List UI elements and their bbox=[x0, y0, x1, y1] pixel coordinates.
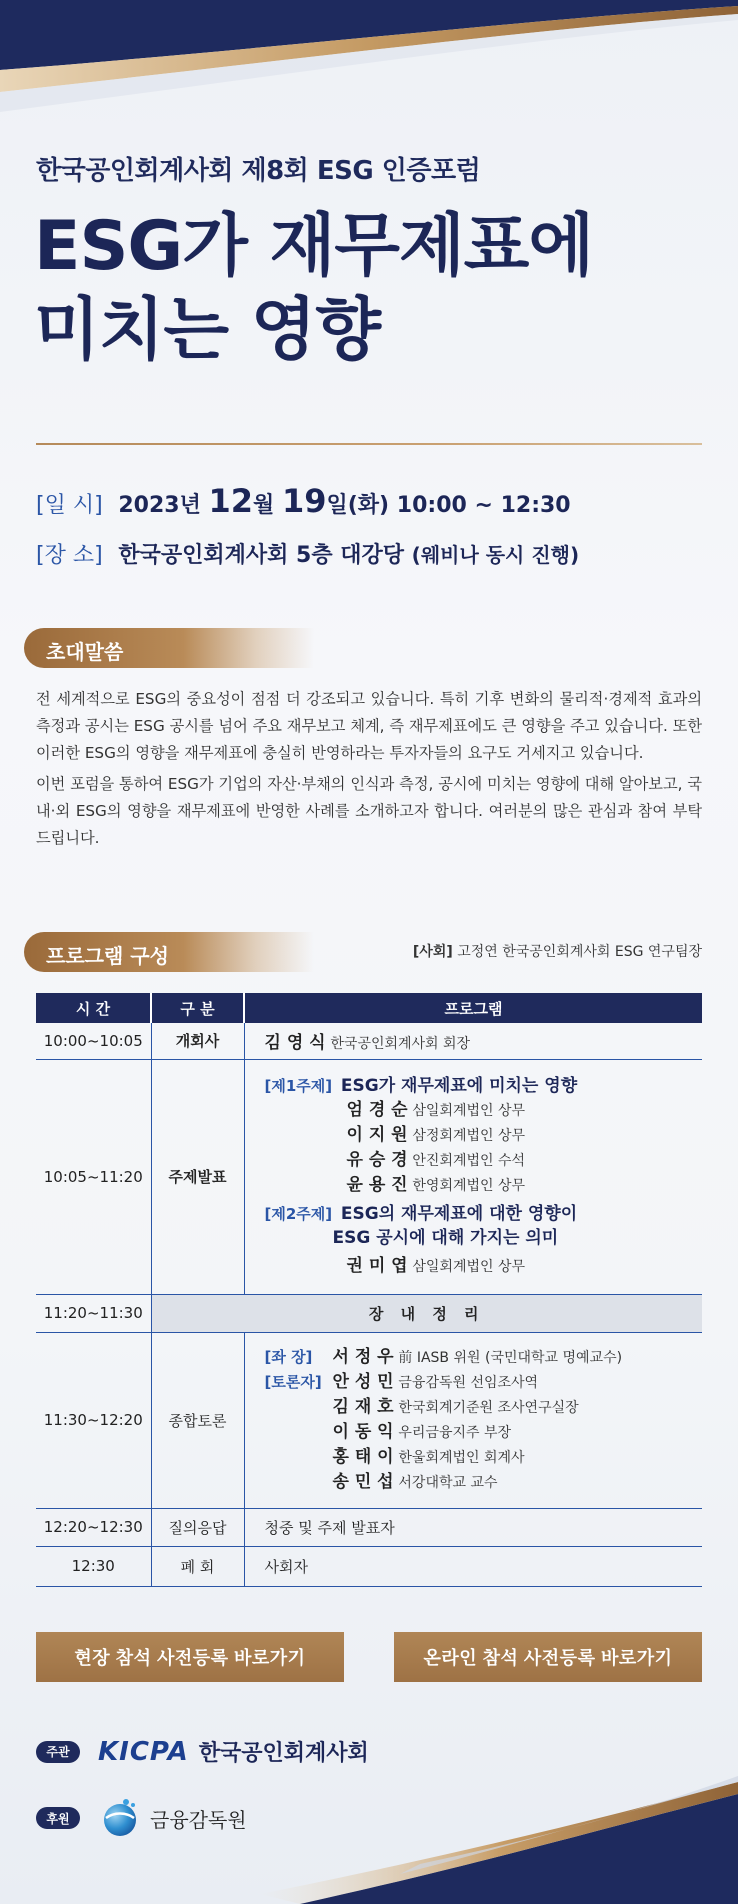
theme-1-title: ESG가 재무제표에 미치는 영향 bbox=[340, 1076, 578, 1096]
event-place bbox=[36, 538, 702, 569]
table-row bbox=[36, 1546, 702, 1586]
table-row bbox=[36, 1023, 702, 1059]
place-tag: [장 소] bbox=[36, 543, 103, 568]
presenter-affiliation: 안진회계법인 수석 bbox=[412, 1153, 526, 1169]
support-name: 금융감독원 bbox=[150, 1807, 247, 1832]
date-tag: [일 시] bbox=[36, 493, 103, 518]
row-content: 사회자 bbox=[244, 1546, 702, 1586]
kicpa-logo: KICPA bbox=[98, 1736, 189, 1767]
row-time: 11:20~11:30 bbox=[36, 1294, 151, 1332]
divider bbox=[36, 443, 702, 445]
moderator-tag: [사회] bbox=[412, 944, 453, 960]
top-decoration bbox=[0, 0, 738, 120]
row-category: 개회사 bbox=[151, 1023, 244, 1059]
fss-logo-icon bbox=[98, 1796, 142, 1840]
table-row bbox=[36, 1508, 702, 1546]
row-content bbox=[244, 1023, 702, 1059]
invite-paragraph-1: 전 세계적으로 ESG의 중요성이 점점 더 강조되고 있습니다. 특히 기후 변화의 물리적·경제적 효과의 측정과 공시는 ESG 공시를 넘어 주요 재무보고 체계, 즉 재무제표에도 큰 영향을 주고 있습니다. 또한 이러한 ESG의 영향을 재무제표에 충실히 반영하라는 투자자들의 요구도 거세지고 있습니다. bbox=[36, 690, 702, 762]
host-name: 한국공인회계사회 bbox=[198, 1741, 369, 1766]
chair-tag: [좌 장] bbox=[264, 1348, 313, 1366]
theme-2-title-line2: ESG 공시에 대해 가지는 의미 bbox=[332, 1228, 559, 1248]
table-row bbox=[36, 1332, 702, 1508]
panelist-name: 송 민 섭 bbox=[332, 1472, 394, 1492]
row-category: 주제발표 bbox=[151, 1059, 244, 1294]
presenter-name: 엄 경 순 bbox=[346, 1100, 408, 1120]
row-time: 12:20~12:30 bbox=[36, 1508, 151, 1546]
panelist-name: 이 동 익 bbox=[332, 1422, 394, 1442]
panelist-name: 홍 태 이 bbox=[332, 1447, 394, 1467]
row-time: 10:00~10:05 bbox=[36, 1023, 151, 1059]
row-time: 12:30 bbox=[36, 1546, 151, 1586]
speaker-name: 김 영 식 bbox=[264, 1033, 326, 1054]
program-section-title: 프로그램 구성 bbox=[24, 932, 314, 972]
chair-name: 서 정 우 bbox=[332, 1347, 394, 1367]
row-content bbox=[244, 1059, 702, 1294]
support-sponsor bbox=[36, 1796, 247, 1840]
presenter-affiliation: 삼일회계법인 상무 bbox=[412, 1103, 526, 1119]
theme-1-tag: [제1주제] bbox=[264, 1077, 333, 1095]
date-month: 12 bbox=[208, 482, 254, 520]
host-sponsor bbox=[36, 1736, 369, 1767]
host-badge: 주관 bbox=[36, 1741, 80, 1763]
row-break: 장 내 정 리 bbox=[151, 1294, 702, 1332]
event-subtitle: 한국공인회계사회 제8회 ESG 인증포럼 bbox=[36, 156, 481, 186]
event-date bbox=[36, 482, 702, 520]
presenter-name: 유 승 경 bbox=[346, 1150, 408, 1170]
moderator-info bbox=[413, 941, 702, 961]
row-time: 10:05~11:20 bbox=[36, 1059, 151, 1294]
place-text: 한국공인회계사회 5층 대강당 bbox=[118, 543, 404, 568]
place-note: (웨비나 동시 진행) bbox=[411, 543, 580, 567]
date-month-unit: 월 bbox=[253, 493, 275, 518]
table-row bbox=[36, 1059, 702, 1294]
panelist-name: 안 성 민 bbox=[332, 1372, 394, 1392]
invite-paragraph-2: 이번 포럼을 통하여 ESG가 기업의 자산·부채의 인식과 측정, 공시에 미치는 영향에 대해 알아보고, 국내·외 ESG의 영향을 재무제표에 반영한 사례를 소개하고자 합니다. 여러분의 많은 관심과 참여 부탁드립니다. bbox=[36, 775, 702, 847]
panel-tag: [토론자] bbox=[264, 1373, 322, 1391]
row-category: 질의응답 bbox=[151, 1508, 244, 1546]
onsite-registration-button[interactable]: 현장 참석 사전등록 바로가기 bbox=[36, 1632, 344, 1682]
table-row bbox=[36, 1294, 702, 1332]
row-content: 청중 및 주제 발표자 bbox=[244, 1508, 702, 1546]
table-header-row bbox=[36, 993, 702, 1023]
theme-2-tag: [제2주제] bbox=[264, 1205, 333, 1223]
presenter-affiliation: 삼정회계법인 상무 bbox=[412, 1128, 526, 1144]
presenter-name: 권 미 엽 bbox=[346, 1256, 408, 1276]
panelist-name: 김 재 호 bbox=[332, 1397, 394, 1417]
presenter-affiliation: 삼일회계법인 상무 bbox=[412, 1259, 526, 1275]
moderator-text: 고정연 한국공인회계사회 ESG 연구팀장 bbox=[457, 944, 702, 960]
panelist-affiliation: 우리금융지주 부장 bbox=[398, 1425, 512, 1441]
col-header-time: 시 간 bbox=[36, 993, 151, 1023]
date-time: 10:00 ~ 12:30 bbox=[396, 493, 571, 518]
invite-section-title: 초대말씀 bbox=[24, 628, 314, 668]
presenter-name: 윤 용 진 bbox=[346, 1175, 408, 1195]
program-table bbox=[36, 993, 702, 1587]
chair-affiliation: 前 IASB 위원 (국민대학교 명예교수) bbox=[398, 1350, 623, 1366]
theme-2-title-line1: ESG의 재무제표에 대한 영향이 bbox=[340, 1204, 578, 1224]
title-line-2: 미치는 영향 bbox=[34, 291, 381, 370]
panelist-affiliation: 한국회계기준원 조사연구실장 bbox=[398, 1400, 579, 1416]
date-day-unit: 일(화) bbox=[326, 493, 390, 518]
online-registration-button[interactable]: 온라인 참석 사전등록 바로가기 bbox=[394, 1632, 702, 1682]
panelist-affiliation: 서강대학교 교수 bbox=[398, 1475, 498, 1491]
row-time: 11:30~12:20 bbox=[36, 1332, 151, 1508]
support-badge: 후원 bbox=[36, 1807, 80, 1829]
presenter-name: 이 지 원 bbox=[346, 1125, 408, 1145]
title-line-1: ESG가 재무제표에 bbox=[34, 207, 594, 286]
event-title bbox=[34, 205, 708, 373]
col-header-program: 프로그램 bbox=[244, 993, 702, 1023]
date-day: 19 bbox=[281, 482, 327, 520]
col-header-category: 구 분 bbox=[151, 993, 244, 1023]
invite-text bbox=[36, 686, 702, 856]
row-category: 종합토론 bbox=[151, 1332, 244, 1508]
panelist-affiliation: 금융감독원 선임조사역 bbox=[398, 1375, 539, 1391]
presenter-affiliation: 한영회계법인 상무 bbox=[412, 1178, 526, 1194]
panelist-affiliation: 한울회계법인 회계사 bbox=[398, 1450, 525, 1466]
speaker-affiliation: 한국공인회계사회 회장 bbox=[330, 1036, 471, 1053]
row-content bbox=[244, 1332, 702, 1508]
date-year: 2023년 bbox=[118, 493, 201, 518]
row-category: 폐 회 bbox=[151, 1546, 244, 1586]
